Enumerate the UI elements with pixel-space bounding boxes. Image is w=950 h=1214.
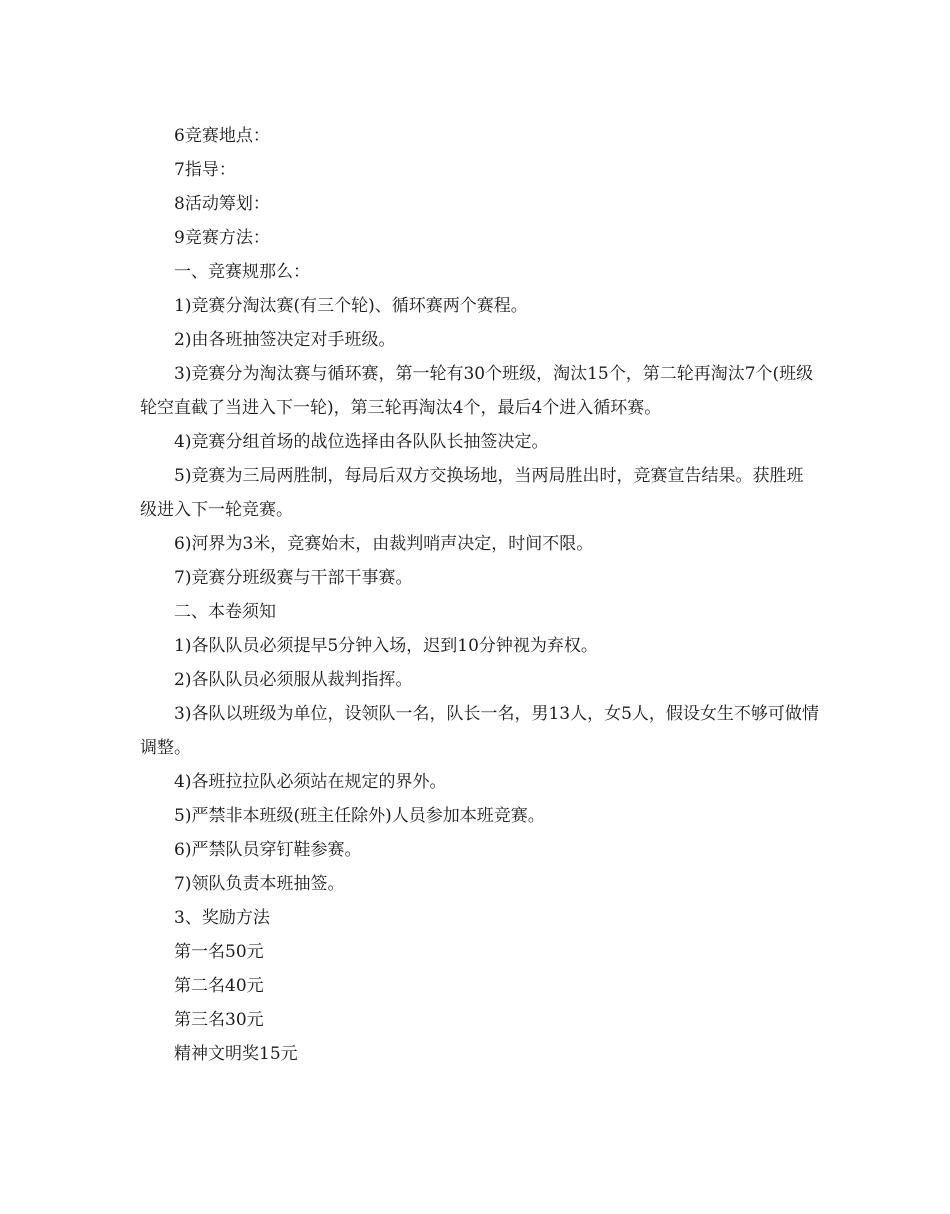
paragraph-venue: 6竞赛地点： [174, 126, 270, 146]
rule-item-7: 7)竞赛分班级赛与干部干事赛。 [174, 568, 413, 588]
note-item-1: 1)各队队员必须提早5分钟入场，迟到10分钟视为弃权。 [174, 636, 598, 656]
rule-item-6: 6)河界为3米，竞赛始末，由裁判哨声决定，时间不限。 [174, 534, 594, 554]
section-heading-notes: 二、本卷须知 [174, 602, 276, 622]
section-heading-rules: 一、竞赛规那么： [174, 262, 310, 282]
rule-item-5: 5)竞赛为三局两胜制，每局后双方交换场地，当两局胜出时，竞赛宣告结果。获胜班级进入下一轮竞赛。 [140, 466, 804, 520]
note-item-5: 5)严禁非本班级(班主任除外)人员参加本班竞赛。 [174, 806, 545, 826]
rule-item-2: 2)由各班抽签决定对手班级。 [174, 330, 396, 350]
note-item-2: 2)各队队员必须服从裁判指挥。 [174, 670, 413, 690]
note-item-4: 4)各班拉拉队必须站在规定的界外。 [174, 772, 447, 792]
note-item-7: 7)领队负责本班抽签。 [174, 874, 345, 894]
paragraph-method: 9竞赛方法： [174, 228, 270, 248]
reward-first-place: 第一名50元 [174, 942, 264, 962]
paragraph-guidance: 7指导： [174, 160, 236, 180]
rule-item-4: 4)竞赛分组首场的战位选择由各队队长抽签决定。 [174, 432, 549, 452]
rule-item-1: 1)竞赛分淘汰赛(有三个轮)、循环赛两个赛程。 [174, 296, 528, 316]
rule-item-3: 3)竞赛分为淘汰赛与循环赛，第一轮有30个班级，淘汰15个，第二轮再淘汰7个(班级轮空直截了当进入下一轮)，第三轮再淘汰4个，最后4个进入循环赛。 [140, 364, 814, 418]
note-item-3: 3)各队以班级为单位，设领队一名，队长一名，男13人，女5人，假设女生不够可做情调整。 [140, 704, 819, 758]
document-body [140, 119, 820, 1071]
reward-second-place: 第二名40元 [174, 976, 264, 996]
reward-third-place: 第三名30元 [174, 1010, 264, 1030]
paragraph-planning: 8活动筹划： [174, 194, 270, 214]
section-heading-rewards: 3、奖励方法 [174, 908, 270, 928]
note-item-6: 6)严禁队员穿钉鞋参赛。 [174, 840, 362, 860]
reward-sportsmanship: 精神文明奖15元 [174, 1044, 298, 1064]
